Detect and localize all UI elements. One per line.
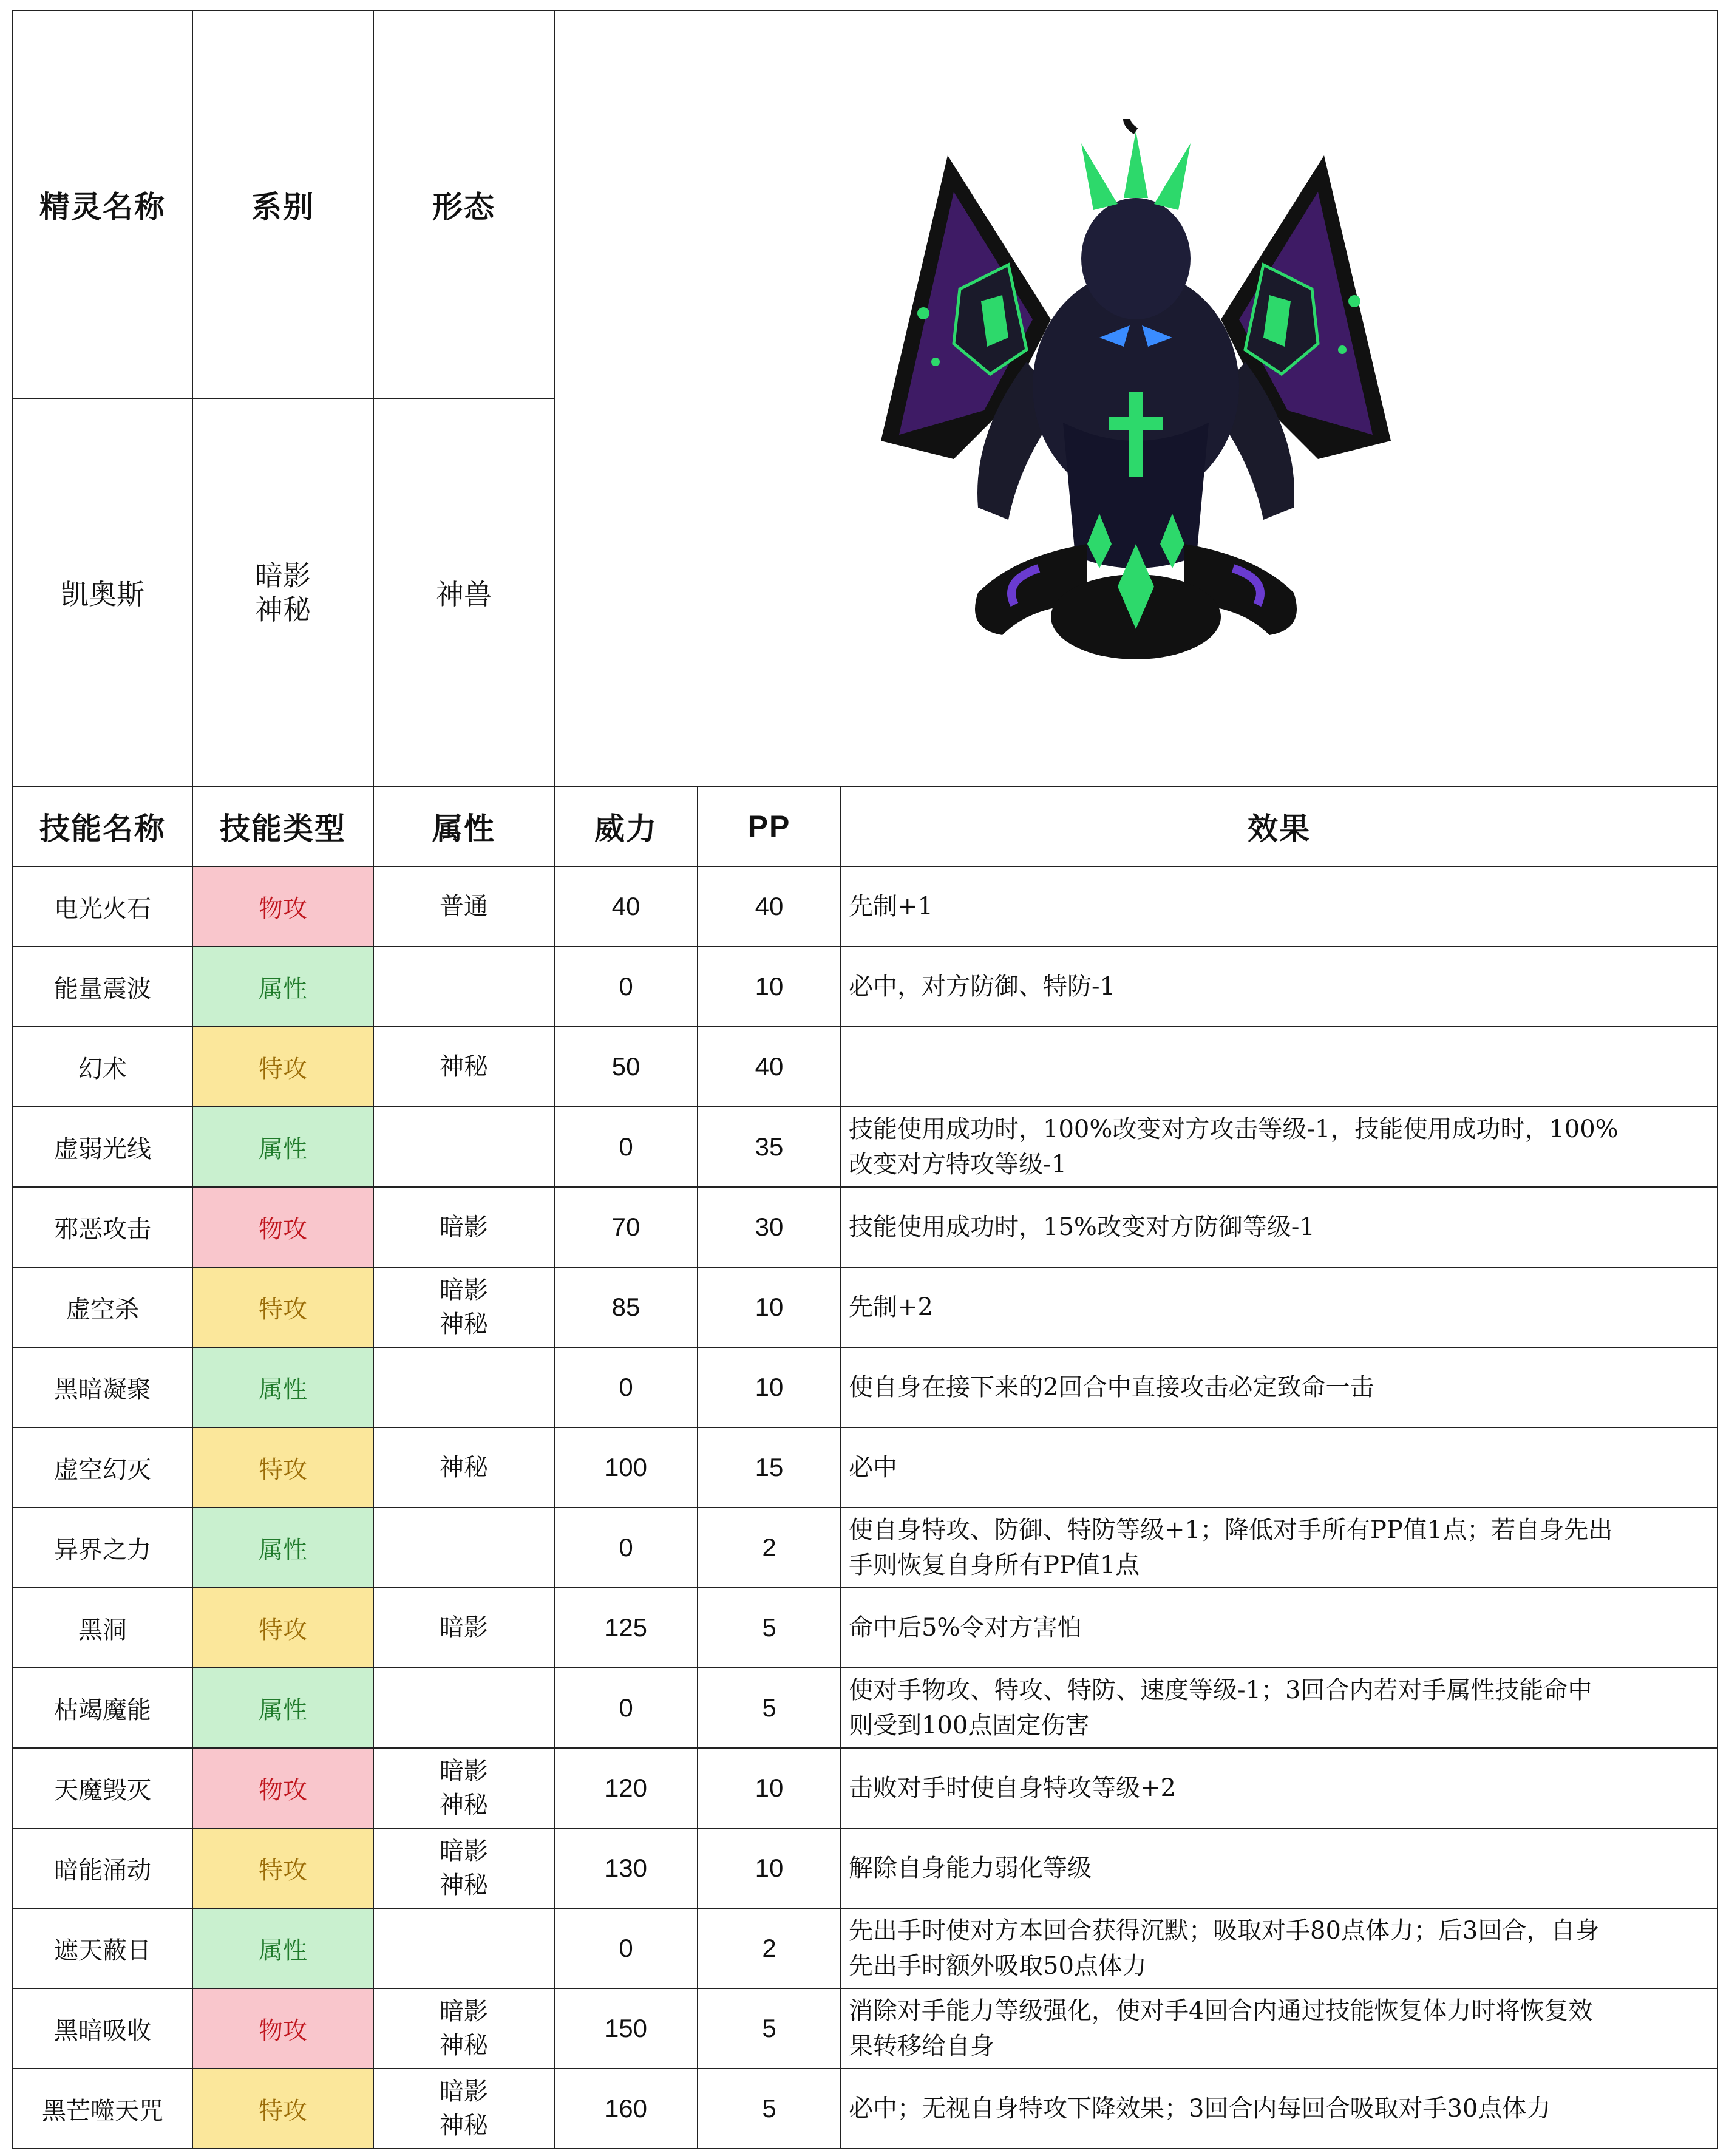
skill-power: 100 <box>554 1427 698 1508</box>
skill-effect <box>841 1988 1717 2069</box>
col-power: 威力 <box>554 786 698 866</box>
skill-attr <box>373 1427 554 1508</box>
skill-effect-line-2: 改变对方特攻等级-1 <box>849 1151 1067 1178</box>
skill-category: 特攻 <box>192 2069 373 2149</box>
skill-pp: 10 <box>698 1828 841 1908</box>
skill-effect <box>841 1828 1717 1908</box>
skill-effect <box>841 947 1717 1027</box>
skill-attr <box>373 1668 554 1748</box>
skill-effect <box>841 1748 1717 1828</box>
skill-pp: 10 <box>698 947 841 1027</box>
skill-effect <box>841 1107 1717 1187</box>
skill-power: 125 <box>554 1588 698 1668</box>
skill-attr <box>373 2069 554 2149</box>
skill-pp: 30 <box>698 1187 841 1267</box>
skill-effect <box>841 2069 1717 2149</box>
skill-attr <box>373 1988 554 2069</box>
skill-effect-line-1: 命中后5%令对方害怕 <box>849 1614 1082 1642</box>
skill-row <box>13 1427 1717 1508</box>
skill-row <box>13 1748 1717 1828</box>
skill-name: 遮天蔽日 <box>13 1908 192 1988</box>
skill-category: 特攻 <box>192 1027 373 1107</box>
creature-name: 凯奥斯 <box>13 398 192 786</box>
skill-attr <box>373 1267 554 1347</box>
skill-name: 虚空幻灭 <box>13 1427 192 1508</box>
skill-attr-1: 普通 <box>440 893 488 920</box>
skill-pp: 40 <box>698 866 841 947</box>
skill-row <box>13 1508 1717 1588</box>
skill-power: 0 <box>554 947 698 1027</box>
form-label: 形态 <box>373 10 554 398</box>
skill-pp: 40 <box>698 1027 841 1107</box>
skill-effect-line-1: 先出手时使对方本回合获得沉默；吸取对手80点体力；后3回合，自身 <box>849 1917 1600 1945</box>
skill-attr-1: 神秘 <box>440 1053 488 1081</box>
skill-name: 虚弱光线 <box>13 1107 192 1187</box>
skill-name: 黑洞 <box>13 1588 192 1668</box>
skill-pp: 10 <box>698 1347 841 1427</box>
skill-row <box>13 1588 1717 1668</box>
skill-pp: 35 <box>698 1107 841 1187</box>
creature-portrait-cell <box>554 10 1717 786</box>
skill-effect-line-2: 手则恢复自身所有PP值1点 <box>849 1551 1140 1579</box>
skill-attr <box>373 1828 554 1908</box>
skill-effect <box>841 1027 1717 1107</box>
skill-pp: 2 <box>698 1908 841 1988</box>
skill-name: 暗能涌动 <box>13 1828 192 1908</box>
skill-effect-line-1: 使对手物攻、特攻、特防、速度等级-1；3回合内若对手属性技能命中 <box>849 1676 1592 1704</box>
skill-pp: 10 <box>698 1267 841 1347</box>
skill-effect-line-2: 果转移给自身 <box>849 2032 994 2060</box>
skill-attr-1: 暗影 <box>440 1614 488 1642</box>
skill-power: 160 <box>554 2069 698 2149</box>
skill-attr <box>373 1027 554 1107</box>
skill-category: 特攻 <box>192 1427 373 1508</box>
skill-effect-line-2: 则受到100点固定伤害 <box>849 1712 1090 1739</box>
skill-category: 物攻 <box>192 1187 373 1267</box>
skill-category: 物攻 <box>192 866 373 947</box>
creature-form: 神兽 <box>373 398 554 786</box>
skill-attr-1: 暗影 <box>440 2078 488 2106</box>
skill-attr-1: 神秘 <box>440 1454 488 1481</box>
skill-power: 0 <box>554 1668 698 1748</box>
skill-category: 特攻 <box>192 1588 373 1668</box>
skill-list <box>13 866 1717 2149</box>
skill-effect-line-1: 解除自身能力弱化等级 <box>849 1854 1092 1882</box>
skill-attr-2: 神秘 <box>440 1310 488 1338</box>
skill-name: 异界之力 <box>13 1508 192 1588</box>
skill-attr <box>373 1508 554 1588</box>
skill-pp: 5 <box>698 1668 841 1748</box>
type-2: 神秘 <box>255 593 311 626</box>
skill-category: 属性 <box>192 1347 373 1427</box>
skill-pp: 10 <box>698 1748 841 1828</box>
skill-effect-line-1: 必中 <box>849 1454 897 1481</box>
skill-name: 天魔毁灭 <box>13 1748 192 1828</box>
skill-attr <box>373 866 554 947</box>
skill-row <box>13 2069 1717 2149</box>
skill-effect-line-1: 技能使用成功时，100%改变对方攻击等级-1，技能使用成功时，100% <box>849 1115 1619 1143</box>
skill-name: 幻术 <box>13 1027 192 1107</box>
skill-attr-1: 暗影 <box>440 1837 488 1865</box>
skill-power: 130 <box>554 1828 698 1908</box>
skill-category: 属性 <box>192 1107 373 1187</box>
skill-category: 属性 <box>192 1908 373 1988</box>
skill-power: 0 <box>554 1508 698 1588</box>
skill-pp: 15 <box>698 1427 841 1508</box>
skill-pp: 5 <box>698 1988 841 2069</box>
skill-pp: 2 <box>698 1508 841 1588</box>
skill-category: 物攻 <box>192 1988 373 2069</box>
skill-pp: 5 <box>698 2069 841 2149</box>
skill-attr-2: 神秘 <box>440 1791 488 1819</box>
col-skill-name: 技能名称 <box>13 786 192 866</box>
skill-effect <box>841 1187 1717 1267</box>
skill-effect-line-1: 技能使用成功时，15%改变对方防御等级-1 <box>849 1213 1315 1241</box>
skill-attr <box>373 947 554 1027</box>
skill-row <box>13 1668 1717 1748</box>
col-attr: 属性 <box>373 786 554 866</box>
skill-category: 属性 <box>192 947 373 1027</box>
skill-attr <box>373 1347 554 1427</box>
skill-name: 枯竭魔能 <box>13 1668 192 1748</box>
skill-row <box>13 1107 1717 1187</box>
skill-power: 0 <box>554 1347 698 1427</box>
skill-name: 邪恶攻击 <box>13 1187 192 1267</box>
skill-effect <box>841 1668 1717 1748</box>
col-skill-category: 技能类型 <box>192 786 373 866</box>
skill-row <box>13 1988 1717 2069</box>
skill-power: 70 <box>554 1187 698 1267</box>
skill-name: 虚空杀 <box>13 1267 192 1347</box>
creature-icon <box>832 119 1439 678</box>
skill-attr <box>373 1187 554 1267</box>
skill-attr-1: 暗影 <box>440 1276 488 1304</box>
skill-effect-line-1: 使自身在接下来的2回合中直接攻击必定致命一击 <box>849 1373 1374 1401</box>
skill-effect <box>841 1508 1717 1588</box>
skill-attr-2: 神秘 <box>440 1871 488 1899</box>
type-1: 暗影 <box>255 559 311 592</box>
skill-effect-line-2: 先出手时额外吸取50点体力 <box>849 1952 1147 1980</box>
skill-pp: 5 <box>698 1588 841 1668</box>
skill-effect-line-1: 必中，对方防御、特防-1 <box>849 973 1115 1001</box>
skill-power: 85 <box>554 1267 698 1347</box>
skill-attr <box>373 1748 554 1828</box>
skill-row <box>13 1908 1717 1988</box>
skill-effect <box>841 1908 1717 1988</box>
skill-attr <box>373 1588 554 1668</box>
skill-category: 属性 <box>192 1668 373 1748</box>
skill-name: 黑芒噬天咒 <box>13 2069 192 2149</box>
skill-sheet <box>12 10 1717 2148</box>
skill-name: 黑暗凝聚 <box>13 1347 192 1427</box>
skill-effect-line-1: 消除对手能力等级强化，使对手4回合内通过技能恢复体力时将恢复效 <box>849 1997 1593 2025</box>
skill-power: 150 <box>554 1988 698 2069</box>
skill-row <box>13 866 1717 947</box>
name-label: 精灵名称 <box>13 10 192 398</box>
skill-row <box>13 947 1717 1027</box>
skill-category: 属性 <box>192 1508 373 1588</box>
creature-types <box>192 398 373 786</box>
skill-name: 黑暗吸收 <box>13 1988 192 2069</box>
skill-power: 0 <box>554 1107 698 1187</box>
skill-effect <box>841 1588 1717 1668</box>
skill-attr <box>373 1908 554 1988</box>
skill-attr-2: 神秘 <box>440 2112 488 2140</box>
skill-row <box>13 1347 1717 1427</box>
skill-category: 特攻 <box>192 1828 373 1908</box>
skill-category: 物攻 <box>192 1748 373 1828</box>
info-table <box>12 10 1718 2149</box>
skill-effect-line-1: 先制+2 <box>849 1293 933 1321</box>
skill-effect <box>841 1427 1717 1508</box>
skill-power: 50 <box>554 1027 698 1107</box>
skill-row <box>13 1187 1717 1267</box>
skill-attr-1: 暗影 <box>440 1213 488 1241</box>
skill-attr-1: 暗影 <box>440 1757 488 1785</box>
skill-attr-1: 暗影 <box>440 1998 488 2025</box>
skill-effect-line-1: 击败对手时使自身特攻等级+2 <box>849 1774 1176 1802</box>
skill-power: 120 <box>554 1748 698 1828</box>
skill-row <box>13 1828 1717 1908</box>
skill-effect-line-1: 先制+1 <box>849 893 933 920</box>
skill-category: 特攻 <box>192 1267 373 1347</box>
skill-effect <box>841 1347 1717 1427</box>
skill-effect-line-1: 使自身特攻、防御、特防等级+1；降低对手所有PP值1点；若自身先出 <box>849 1516 1613 1544</box>
skill-effect-line-1: 必中；无视自身特攻下降效果；3回合内每回合吸取对手30点体力 <box>849 2095 1551 2123</box>
skill-effect <box>841 1267 1717 1347</box>
skill-power: 0 <box>554 1908 698 1988</box>
col-effect: 效果 <box>841 786 1717 866</box>
skill-attr <box>373 1107 554 1187</box>
skill-effect <box>841 866 1717 947</box>
skill-name: 电光火石 <box>13 866 192 947</box>
skill-row <box>13 1027 1717 1107</box>
skill-power: 40 <box>554 866 698 947</box>
col-pp: PP <box>698 786 841 866</box>
type-label: 系别 <box>192 10 373 398</box>
skill-attr-2: 神秘 <box>440 2032 488 2059</box>
skill-name: 能量震波 <box>13 947 192 1027</box>
skill-row <box>13 1267 1717 1347</box>
